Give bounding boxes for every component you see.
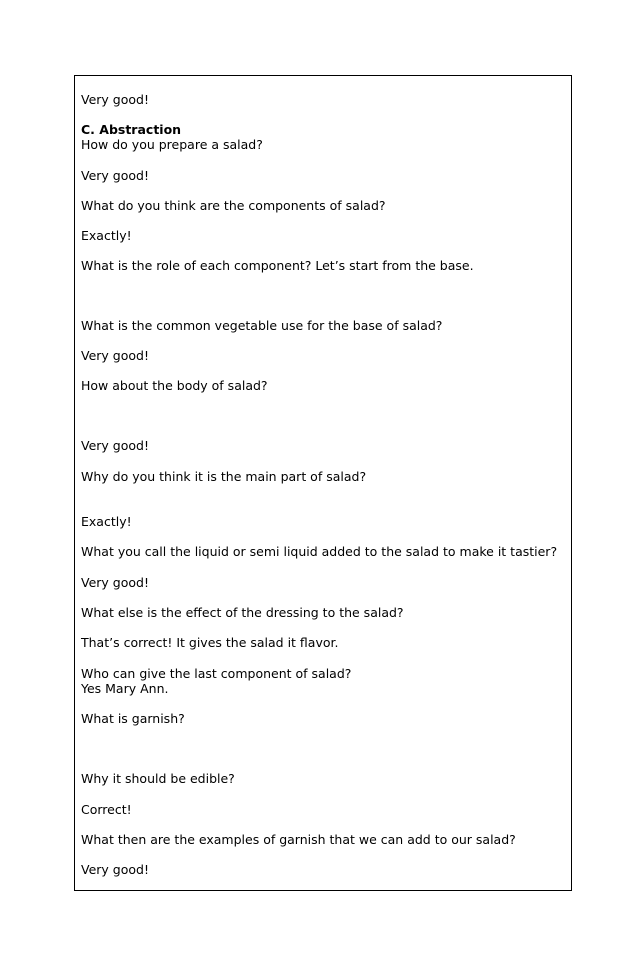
text-line: What then are the examples of garnish that we can add to our salad? xyxy=(81,832,516,847)
text-line: Very good! xyxy=(81,438,149,453)
text-line: What else is the effect of the dressing to the salad? xyxy=(81,605,404,620)
text-line: Very good! xyxy=(81,92,149,107)
text-line: How about the body of salad? xyxy=(81,378,268,393)
text-line: Exactly! xyxy=(81,228,132,243)
text-line: What you call the liquid or semi liquid added to the salad to make it tastier? xyxy=(81,544,558,559)
text-line: What is the common vegetable use for the base of salad? xyxy=(81,318,443,333)
text-line: Who can give the last component of salad? xyxy=(81,666,352,681)
text-line: Yes Mary Ann. xyxy=(81,681,169,696)
text-line: Correct! xyxy=(81,802,132,817)
text-line: How do you prepare a salad? xyxy=(81,137,263,152)
text-line: Exactly! xyxy=(81,514,132,529)
text-line: Very good! xyxy=(81,862,149,877)
text-line: What is garnish? xyxy=(81,711,185,726)
text-line: That’s correct! It gives the salad it flavor. xyxy=(81,635,339,650)
text-line: What is the role of each component? Let’s start from the base. xyxy=(81,258,474,273)
text-line: Why it should be edible? xyxy=(81,771,235,786)
text-line: Very good! xyxy=(81,168,149,183)
text-line: Why do you think it is the main part of salad? xyxy=(81,469,367,484)
text-line: Very good! xyxy=(81,348,149,363)
text-line: Very good! xyxy=(81,575,149,590)
text-line: What do you think are the components of salad? xyxy=(81,198,386,213)
section-heading: C. Abstraction xyxy=(81,122,182,137)
